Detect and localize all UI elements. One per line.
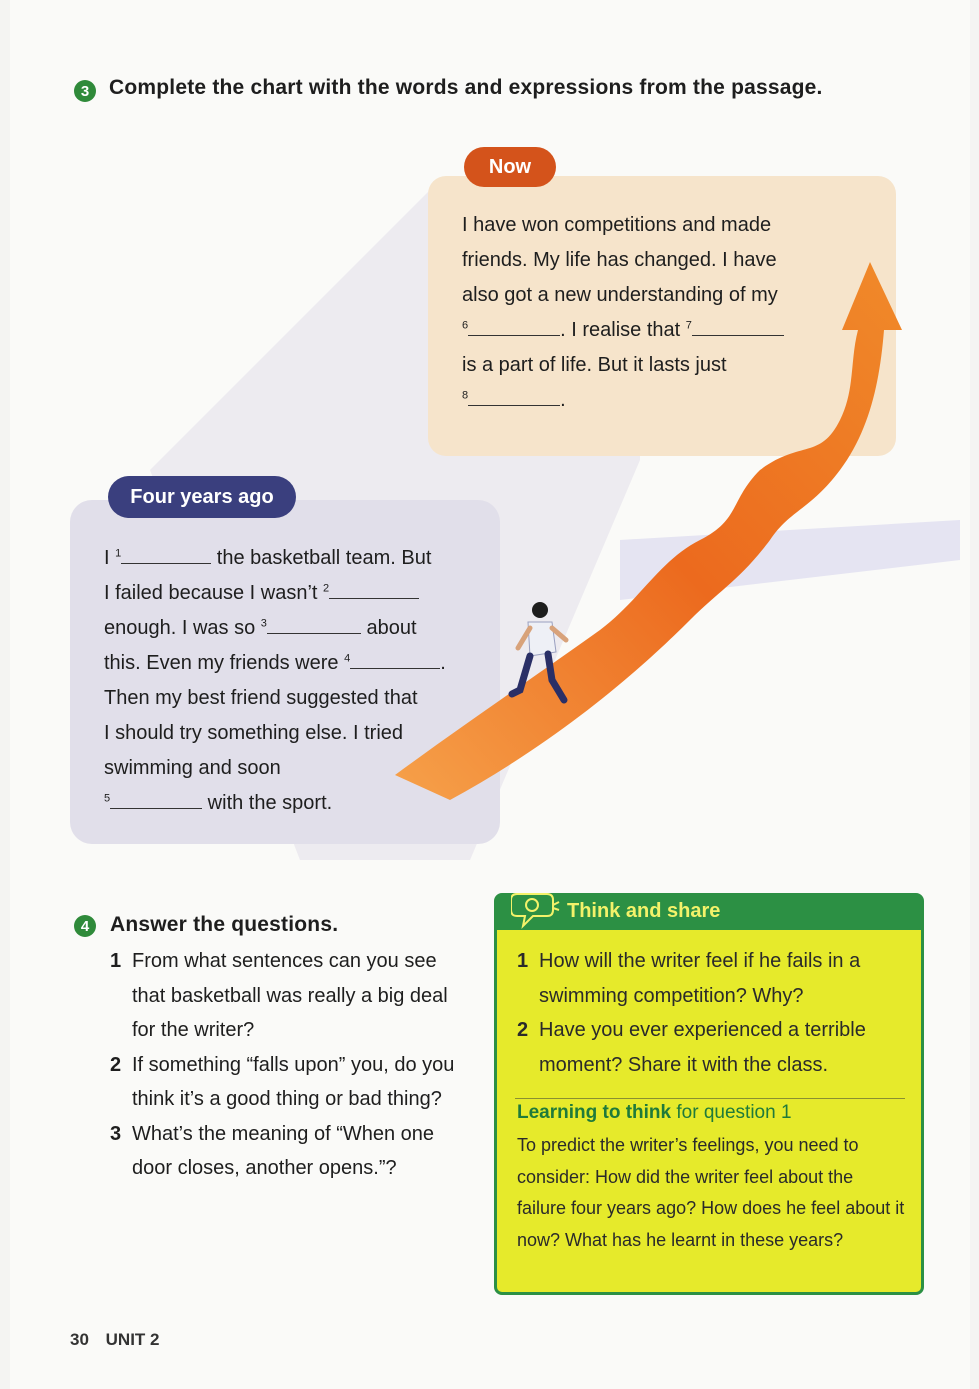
learning-to-think-heading [517, 1102, 792, 1124]
past-line-3-start: enough. I was so [104, 617, 261, 639]
think-and-share-title: Think and share [567, 900, 721, 922]
past-line-1-start: I [104, 547, 116, 569]
question-text: What’s the meaning of “When one door closes, another opens.”? [132, 1122, 435, 1179]
exercise-4-number: 4 [74, 915, 96, 937]
blank-number-7: 7 [685, 319, 692, 332]
question-number: 2 [110, 1053, 122, 1076]
past-line-8-end: with the sport. [202, 792, 333, 814]
think-and-share-questions [517, 944, 907, 1082]
past-line-1-end: the basketball team. But [211, 547, 432, 569]
share-question-item [517, 944, 907, 1013]
exercise-3-number: 3 [74, 80, 96, 102]
think-and-share-panel [494, 893, 924, 1295]
blank-number-3: 3 [260, 617, 267, 630]
share-question-text: How will the writer feel if he fails in a swimming competition? Why? [539, 950, 861, 1007]
learning-to-think-text: To predict the writer’s feelings, you need to consider: How did the writer feel about the failure four years ago? How does he feel about it now? What has he learnt in these years? [517, 1135, 905, 1250]
now-line-4-text: . I realise that [560, 319, 686, 341]
past-line-7: swimming and soon [104, 757, 281, 779]
blank-number-2: 2 [323, 582, 330, 595]
exercise-4-title: Answer the questions. [110, 913, 339, 936]
ribbon-path [395, 262, 902, 800]
past-line-4-start: this. Even my friends were [104, 652, 345, 674]
past-line-4-end: . [440, 652, 446, 674]
speech-bubble-icon [511, 890, 561, 932]
now-label: Now [464, 147, 556, 187]
now-line-6-end: . [560, 389, 566, 411]
share-question-item [517, 1013, 907, 1082]
unit-label: UNIT 2 [105, 1330, 160, 1349]
page-footer [70, 1330, 160, 1350]
question-item [110, 1048, 470, 1117]
question-number: 1 [110, 950, 122, 972]
now-line-3: also got a new understanding of my [462, 284, 778, 306]
past-line-5: Then my best friend suggested that [104, 687, 418, 709]
past-line-2-start: I failed because I wasn’t [104, 582, 324, 604]
blank-number-4: 4 [344, 652, 351, 665]
page-number: 30 [70, 1330, 89, 1349]
now-line-1: I have won competitions and made [462, 214, 772, 236]
exercise-3-instruction: Complete the chart with the words and expressions from the passage. [109, 76, 823, 99]
question-text: From what sentences can you see that basketball was really a big deal for the writer? [132, 950, 448, 1041]
share-question-text: Have you ever experienced a terrible moment? Share it with the class. [539, 1019, 866, 1076]
question-number: 3 [110, 1122, 122, 1145]
question-text: If something “falls upon” you, do you think it’s a good thing or bad thing? [132, 1053, 455, 1110]
blank-number-5: 5 [104, 792, 111, 805]
blank-number-8: 8 [462, 389, 469, 402]
question-item [110, 1117, 470, 1186]
question-item [110, 944, 470, 1048]
learning-to-think-suffix: for question 1 [671, 1102, 792, 1123]
share-divider [515, 1098, 905, 1099]
share-question-number: 1 [517, 950, 529, 972]
learning-to-think-title: Learning to think [517, 1102, 672, 1123]
exercise-4-question-list [110, 944, 470, 1186]
share-question-number: 2 [517, 1019, 529, 1041]
now-line-2: friends. My life has changed. I have [462, 249, 777, 271]
past-line-6: I should try something else. I tried [104, 722, 404, 744]
blank-number-1: 1 [115, 547, 122, 560]
past-line-3-end: about [360, 617, 417, 639]
think-and-share-header [497, 896, 921, 930]
now-line-5: is a part of life. But it lasts just [462, 354, 727, 376]
blank-number-6: 6 [462, 319, 469, 332]
four-years-ago-label: Four years ago [108, 476, 296, 518]
